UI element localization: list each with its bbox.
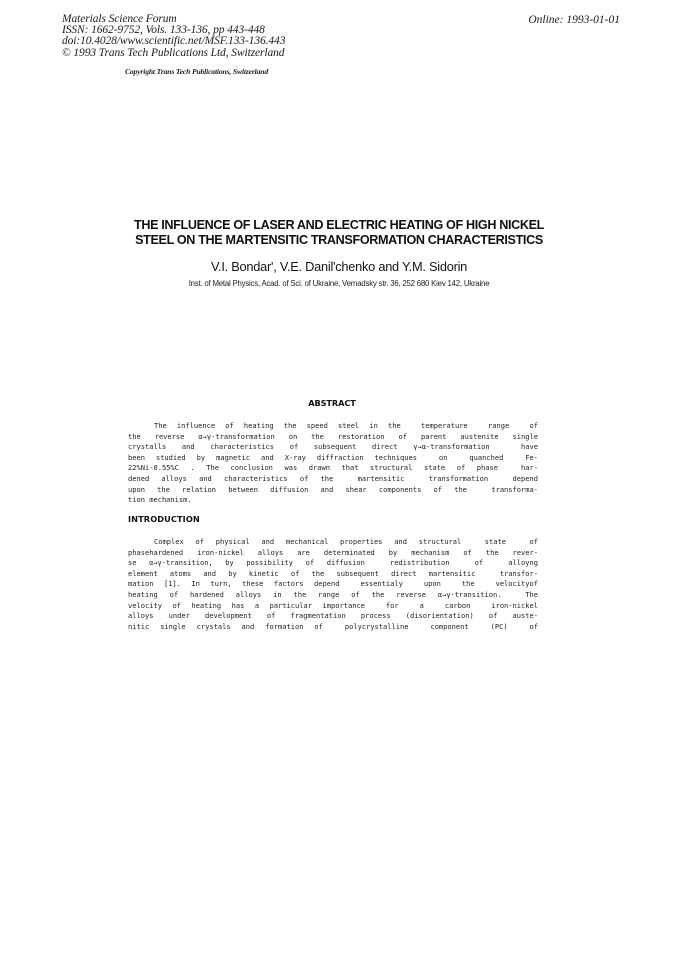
introduction-line: alloys under development of fragmentation process (disorientation) of auste- [128, 611, 538, 621]
abstract-line: tion mechanism. [128, 495, 192, 505]
journal-copyright: © 1993 Trans Tech Publications Ltd, Switzerland [62, 46, 285, 59]
introduction-line: phasehardened iron-nickel alloys are determinated by mechanism of the rever- [128, 547, 538, 557]
paper-title-line-2: STEEL ON THE MARTENSITIC TRANSFORMATION CHARACTERISTICS [135, 233, 543, 247]
abstract-line: dened alloys and characteristics of the martensitic transformation depend [128, 473, 538, 483]
journal-citation-block [62, 14, 285, 59]
introduction-line: element atoms and by kinetic of the subsequent direct martensitic transfor- [128, 568, 538, 578]
introduction-line: mation [1]. In turn, these factors depend essentialy upon the velocityof [128, 579, 538, 589]
abstract-line: 22%Ni-0.55%C . The conclusion was drawn that structural state of phase har- [128, 463, 538, 473]
copyright-notice: Copyright Trans Tech Publications, Switzerland [125, 67, 268, 76]
introduction-line: velocity of heating has a particular importance for a carbon iron-nickel [128, 600, 538, 610]
introduction-heading: INTRODUCTION [128, 514, 200, 524]
introduction-line: Complex of physical and mechanical properties and structural state of [154, 537, 538, 546]
abstract-line: been studied by magnetic and X-ray diffraction techniques on quanched Fe- [128, 452, 538, 462]
journal-issn: ISSN: 1662-9752, Vols. 133-136, pp 443-448 [62, 24, 265, 37]
abstract-line: The influence of heating the speed steel in the temperature range of [154, 421, 538, 430]
abstract-body [128, 421, 538, 506]
paper-title [0, 218, 678, 248]
paper-authors: V.I. Bondar', V.E. Danil'chenko and Y.M. Sidorin [210, 259, 468, 274]
abstract-line: upon the relation between diffusion and shear components of the transforma- [128, 484, 538, 494]
abstract-line: crystalls and characteristics of subsequent direct γ→α-transformation have [128, 442, 538, 452]
abstract-heading: ABSTRACT [308, 398, 356, 408]
journal-name: Materials Science Forum [62, 13, 177, 25]
introduction-body [128, 537, 538, 632]
abstract-line: the reverse α→γ-transformation on the restoration of parent austenite single [128, 431, 538, 441]
paper-affiliation: Inst. of Metal Physics, Acad. of Sci. of Ukraine, Vernadsky str. 36, 252 680 Kiev 142, Ukraine [188, 279, 490, 288]
introduction-line: se α→γ-transition, by possibility of diffusion redistribution of alloyng [128, 558, 538, 568]
introduction-line: nitic single crystals and formation of polycrystalline component (PC) of [128, 621, 538, 631]
online-date: Online: 1993-01-01 [528, 14, 620, 26]
journal-doi: doi:10.4028/www.scientific.net/MSF.133-136.443 [62, 35, 286, 48]
paper-title-line-1: THE INFLUENCE OF LASER AND ELECTRIC HEATING OF HIGH NICKEL [134, 218, 544, 232]
introduction-line: heating of hardened alloys in the range of the reverse α→γ-transition. The [128, 589, 538, 599]
